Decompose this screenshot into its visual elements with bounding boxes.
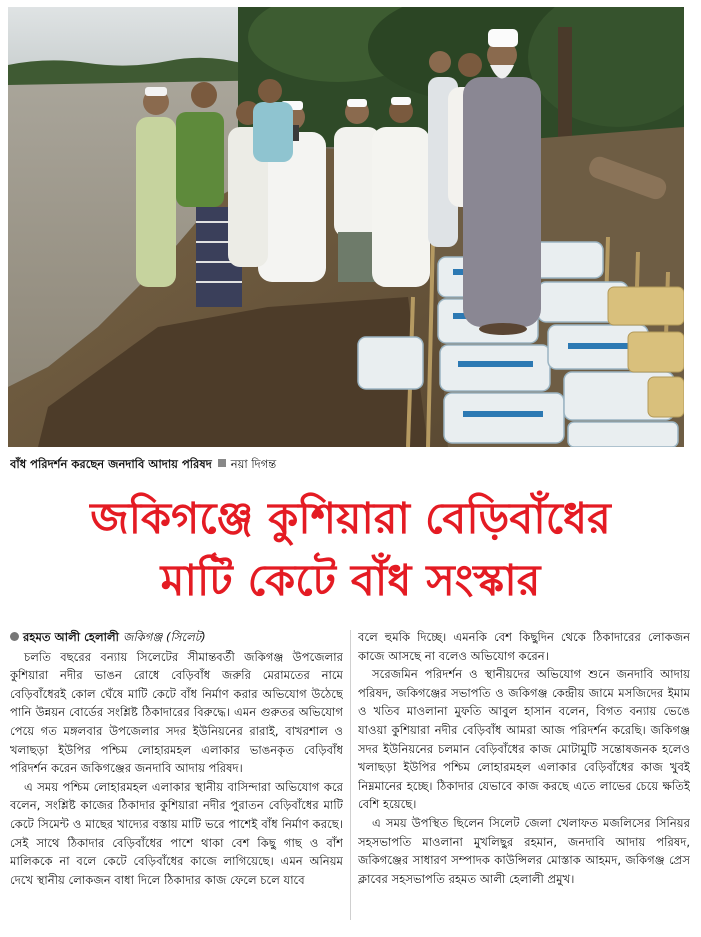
- news-photo: [8, 7, 684, 447]
- column-divider: [350, 630, 351, 920]
- paragraph: এ সময় পশ্চিম লোহারমহল এলাকার স্থানীয় বাসিন্দারা অভিযোগ করে বলেন, সংশ্লিষ্ট কাজের ঠিকাদার কুশিয়ারা নদীর পুরাতন বেড়িবাঁধের মাটি কেটে সিমেন্ট ও মাছের খাদ্যের বস্তায় মাটি ভরে পাশেই বাঁধ নির্মাণ করছে। সেই সাথে ঠিকাদার বেড়িবাঁধের পাশে থাকা বেশ কিছু গাছ ও বাঁশ মালিককে না বলে কেটে বেড়িবাঁধের কাজে লাগিয়েছে। এমন অনিয়ম দেখে স্থানীয় লোকজন বাধা দিলে ঠিকাদার কাজ ফেলে চলে যাবে: [10, 779, 343, 887]
- caption-credit: নয়া দিগন্ত: [230, 457, 277, 471]
- photo-illustration: [8, 7, 684, 447]
- headline-line-1: জকিগঞ্জে কুশিয়ারা বেড়িবাঁধের: [90, 494, 611, 544]
- paragraph: সরেজমিন পরিদর্শন ও স্থানীয়দের অভিযোগ শুনে জনদাবি আদায় পরিষদ, জকিগঞ্জের সভাপতি ও জকিগঞ্জ কেন্দ্রীয় জামে মসজিদের ইমাম ও খতিব মাওলানা মুফতি আবুল হাসান বলেন, বিগত বন্যায় ভেঙে যাওয়া কুশিয়ারা নদীর বেড়িবাঁধ আমরা আজ পরিদর্শন করেছি। জকিগঞ্জ সদর ইউনিয়নের চলমান বেড়িবাঁধের কাজ মোটামুটি সন্তোষজনক হলেও খলাছড়া ইউপির পশ্চিম লোহারমহল এলাকার বেড়িবাঁধের কাজ খুবই নিম্নমানের হচ্ছে। ঠিকাদার যেভাবে কাজ করছে এতে লাভের চেয়ে ক্ষতিই বেশি হয়েছে।: [358, 667, 690, 812]
- paragraph: বলে হুমকি দিচ্ছে। এমনকি বেশ কিছুদিন থেকে ঠিকাদারের লোকজন কাজে আসছে না বলেও অভিযোগ করেন।: [358, 630, 690, 663]
- paragraph: এ সময় উপস্থিত ছিলেন সিলেট জেলা খেলাফত মজলিসের সিনিয়র সহসভাপতি মাওলানা মুখলিছুর রহমান, জনদাবি আদায় পরিষদ, জকিগঞ্জের সাধারণ সম্পাদক কাউন্সিলর মোস্তাক আহমদ, জকিগঞ্জ প্রেস ক্লাবের সহসভাপতি রহমত আলী হেলালী প্রমুখ।: [358, 815, 690, 886]
- byline: [10, 628, 343, 647]
- photo-caption: [10, 456, 690, 476]
- byline-place: জকিগঞ্জ (সিলেট): [122, 630, 206, 644]
- byline-bullet-icon: [10, 632, 19, 641]
- caption-text: বাঁধ পরিদর্শন করছেন জনদাবি আদায় পরিষদ: [10, 457, 212, 471]
- article-column-left: [10, 628, 343, 928]
- caption-separator-square: [218, 459, 226, 467]
- headline-line-2: মাটি কেটে বাঁধ সংস্কার: [160, 556, 541, 606]
- article-column-right: [358, 628, 690, 928]
- byline-author: রহমত আলী হেলালী: [23, 630, 119, 644]
- paragraph: চলতি বছরের বন্যায় সিলেটের সীমান্তবর্তী জকিগঞ্জ উপজেলার কুশিয়ারা নদীর ভাঙন রোধে বেড়িবাঁধ জরুরি মেরামতের নামে বেড়িবাঁধেরই কোল ঘেঁষে মাটি কেটে বাঁধ নির্মাণ করার অভিযোগ উঠেছে পানি উন্নয়ন বোর্ডের সংশ্লিষ্ট ঠিকাদারের বিরুদ্ধে। এমন গুরুতর অভিযোগ পেয়ে গত মঙ্গলবার উপজেলার সদর ইউনিয়নের রারাই, বাখরশাল ও খলাছড়া ইউপির পশ্চিম লোহারমহল এলাকার ভাঙনকৃত বেড়িবাঁধ পরিদর্শন করেন জকিগঞ্জের জনদাবি আদায় পরিষদ।: [10, 649, 343, 776]
